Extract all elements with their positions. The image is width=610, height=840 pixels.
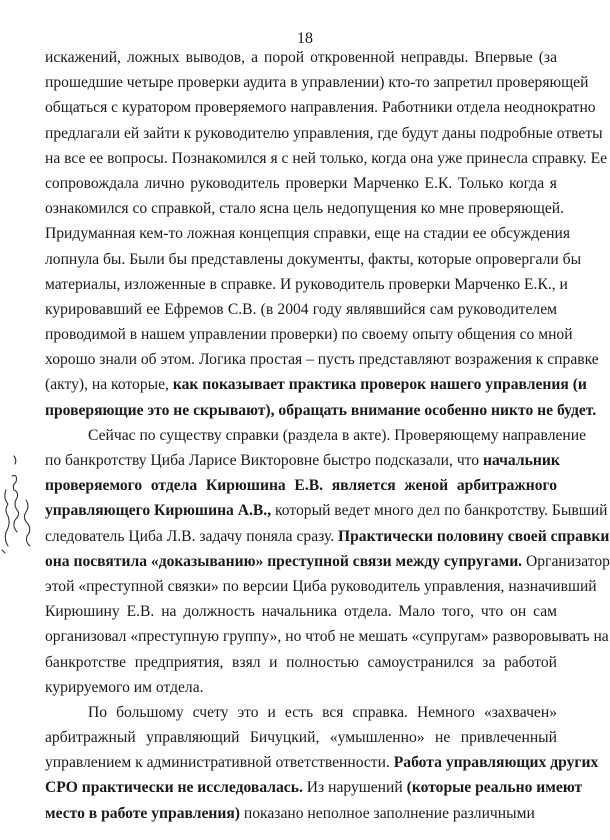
text: курируемого им отдела. (45, 678, 204, 696)
text: Организатор (522, 552, 610, 570)
text-line (45, 599, 557, 624)
text: следователь Циба Л.В. задачу поняла сразу. (45, 527, 338, 545)
text-line (45, 549, 610, 574)
page-number: 18 (297, 30, 313, 47)
paragraph (45, 423, 610, 700)
text: сопровождала лично руководитель проверки Марченко Е.К. Только когда я (45, 174, 557, 192)
bold-text: место в работе управления) (45, 804, 240, 822)
text: материалы, изложенные в справке. И руководитель проверки Марченко Е.К., и (45, 275, 568, 293)
text-line (45, 272, 568, 297)
text-line (45, 171, 557, 196)
text: Придуманная кем-то ложная концепция справки, еще на стадии ее обсуждения (45, 225, 570, 243)
text-line (45, 725, 557, 750)
text: Кирюшину Е.В. на должность начальника отдела. Мало того, что он сам (45, 603, 557, 621)
paragraph (45, 700, 599, 826)
bold-text: Практически половину своей справки (338, 527, 610, 545)
text-line (45, 297, 557, 322)
text: (акту), на которые, (45, 376, 173, 394)
bold-text: проверяемого отдела Кирюшина Е.В. является женой арбитражного (45, 477, 557, 495)
text: проводимой в нашем управлении проверки) по своему опыту общения со мной (45, 326, 573, 344)
text-line (45, 70, 589, 95)
bold-text: (которые реально имеют (406, 779, 583, 797)
text-line (45, 801, 557, 826)
text-line (45, 347, 599, 372)
text-line (45, 372, 587, 397)
text: прошедшие четыре проверки аудита в управлении) кто-то запретил проверяющей (45, 74, 589, 92)
text: показано неполное заполнение различными (240, 804, 535, 822)
text: арбитражный управляющий Бичуцкий, «умышленно» не привлеченный (45, 729, 557, 747)
text-line (45, 574, 597, 599)
text-line (45, 221, 570, 246)
text: общаться с куратором проверяемого направления. Работники отдела неоднократно (45, 99, 596, 117)
paragraph (45, 45, 608, 423)
bold-text: как показывает практика проверок нашего управления (и (172, 376, 587, 394)
text-line (45, 45, 557, 70)
document-body (45, 45, 610, 826)
text: по банкротству Циба Ларисе Викторовне быстро подсказали, что (45, 452, 483, 469)
text-line (45, 247, 582, 272)
bold-text: начальник (482, 452, 560, 469)
bold-text: Работа управляющих других (393, 754, 599, 772)
bold-text: проверяющие это не скрывают), обращать внимание особенно никто не будет. (45, 401, 597, 419)
text-line (45, 524, 610, 549)
text-line (45, 196, 565, 221)
text: который ведет много дел по банкротству. Бывший (271, 502, 608, 520)
bold-text: она посвятила «доказыванию» преступной связи между супругами. (45, 552, 523, 570)
text-line (45, 423, 587, 448)
text-line (45, 775, 583, 800)
text: этой «преступной связки» по версии Циба руководитель управления, назначивший (45, 577, 597, 595)
text: на все ее вопросы. Познакомился я с ней только, когда она уже принесла справку. Ее (45, 149, 608, 167)
text: курировавший ее Ефремов С.В. (в 2004 году являвшийся сам руководителем (45, 300, 557, 318)
text: предлагали ей зайти к руководителю управления, где будут даны подробные ответы (45, 124, 603, 142)
text: По большому счету это и есть вся справка. Немного «захвачен» (88, 703, 557, 721)
text: искажений, ложных выводов, а порой откровенной неправды. Впервые (за (45, 49, 557, 66)
text-line (45, 750, 599, 775)
text-line (45, 675, 557, 700)
text: лопнула бы. Были бы представлены документы, факты, которые опровергали бы (45, 250, 582, 268)
text-line (45, 95, 596, 120)
text: хорошо знали об этом. Логика простая – пусть представляют возражения к справке (45, 351, 599, 369)
text-line (45, 398, 597, 423)
handwritten-margin-note (0, 450, 40, 560)
text-line (45, 146, 608, 171)
bold-text: СРО практически не исследовалась. (45, 779, 303, 797)
text-line (45, 473, 557, 498)
text-line (45, 650, 557, 675)
text: управлением к административной ответственности. (45, 754, 394, 772)
text-line (45, 624, 609, 649)
text-line (45, 448, 560, 473)
text-line (45, 700, 557, 725)
text: Сейчас по существу справки (раздела в акте). Проверяющему направление (88, 426, 587, 444)
text-line (45, 121, 603, 146)
text-line (45, 498, 608, 523)
text: организовал «преступную группу», но чтоб не мешать «супругам» разворовывать на (45, 628, 609, 646)
text-line (45, 322, 573, 347)
text: банкротстве предприятия, взял и полностью самоустранился за работой (45, 653, 557, 671)
bold-text: управляющего Кирюшина А.В., (45, 502, 272, 520)
text: ознакомился со справкой, стало ясна цель недопущения ко мне проверяющей. (45, 200, 565, 218)
text: Из нарушений (302, 779, 407, 797)
